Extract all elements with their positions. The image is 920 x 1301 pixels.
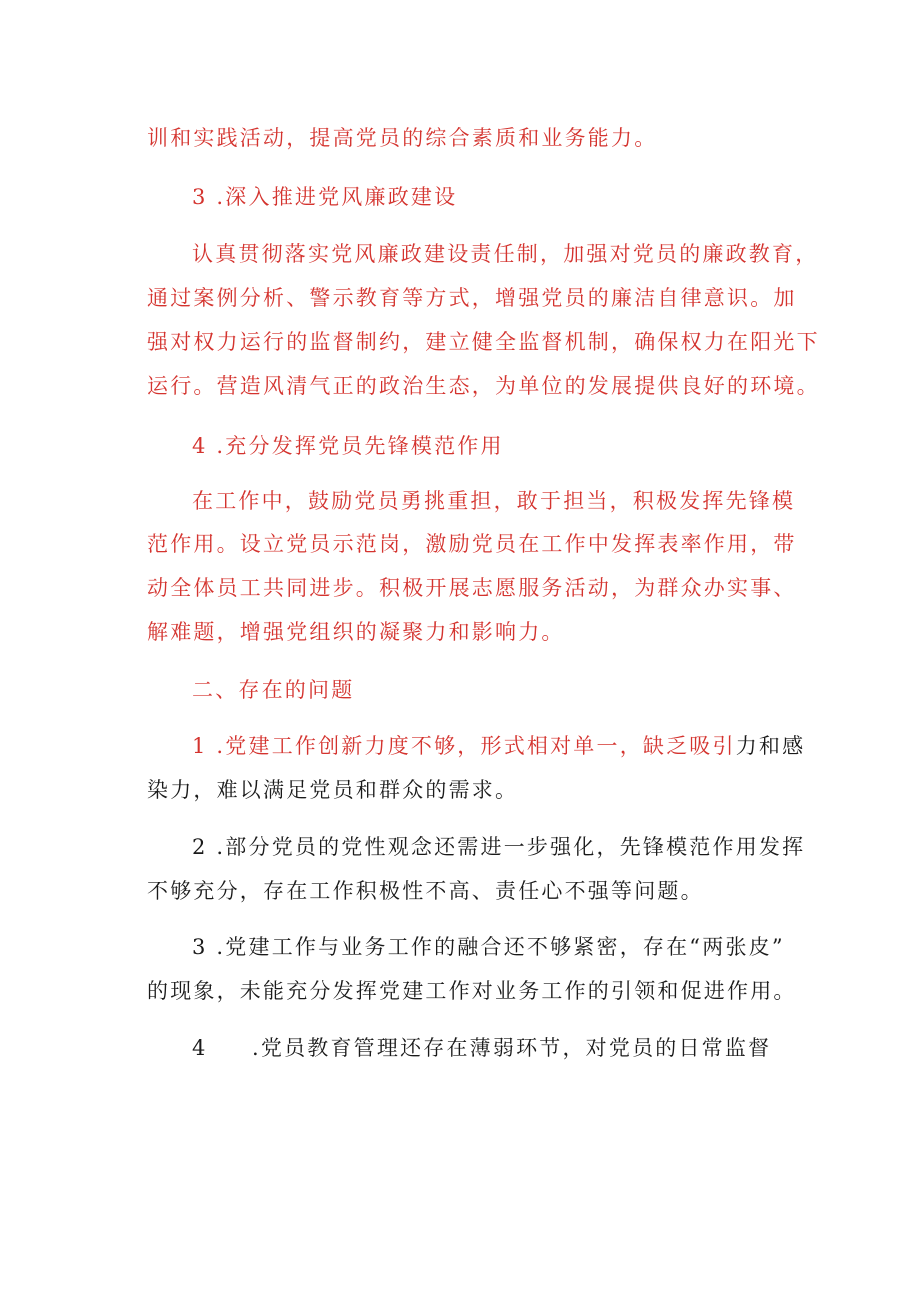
paragraph-number: 4	[192, 1036, 208, 1060]
paragraph-line: 通过案例分析、警示教育等方式，增强党员的廉洁自律意识。加	[147, 286, 797, 310]
paragraph-line: 3 .党建工作与业务工作的融合还不够紧密，存在“两张皮”	[192, 935, 785, 959]
paragraph-line	[192, 731, 805, 761]
paragraph-line: 范作用。设立党员示范岗，激励党员在工作中发挥表率作用，带	[147, 532, 797, 556]
section-heading-3: 3 .深入推进党风廉政建设	[192, 185, 458, 209]
text-run-red: 1 .党建工作创新力度不够，形式相对单一，缺乏吸引	[192, 734, 736, 758]
section-title-problems: 二、存在的问题	[192, 678, 355, 702]
section-heading-4: 4 .充分发挥党员先锋模范作用	[192, 434, 504, 458]
paragraph-line: 运行。营造风清气正的政治生态，为单位的发展提供良好的环境。	[147, 374, 820, 398]
paragraph-line: 训和实践活动，提高党员的综合素质和业务能力。	[147, 126, 658, 150]
paragraph-line: .党员教育管理还存在薄弱环节，对党员的日常监督	[252, 1036, 772, 1060]
paragraph-line: 解难题，增强党组织的凝聚力和影响力。	[147, 620, 565, 644]
paragraph-line: 强对权力运行的监督制约，建立健全监督机制，确保权力在阳光下	[147, 330, 820, 354]
text-run-black: 力和感	[735, 734, 806, 758]
paragraph-line: 不够充分，存在工作积极性不高、责任心不强等问题。	[147, 879, 704, 903]
paragraph-line: 2 .部分党员的党性观念还需进一步强化，先锋模范作用发挥	[192, 835, 806, 859]
paragraph-line: 动全体员工共同进步。积极开展志愿服务活动，为群众办实事、	[147, 576, 797, 600]
paragraph-line: 染力，难以满足党员和群众的需求。	[147, 778, 519, 802]
paragraph-line: 认真贯彻落实党风廉政建设责任制，加强对党员的廉政教育，	[192, 242, 819, 266]
paragraph-line: 的现象，未能充分发挥党建工作对业务工作的引领和促进作用。	[147, 979, 797, 1003]
paragraph-line: 在工作中，鼓励党员勇挑重担，敢于担当，积极发挥先锋模	[192, 489, 796, 513]
